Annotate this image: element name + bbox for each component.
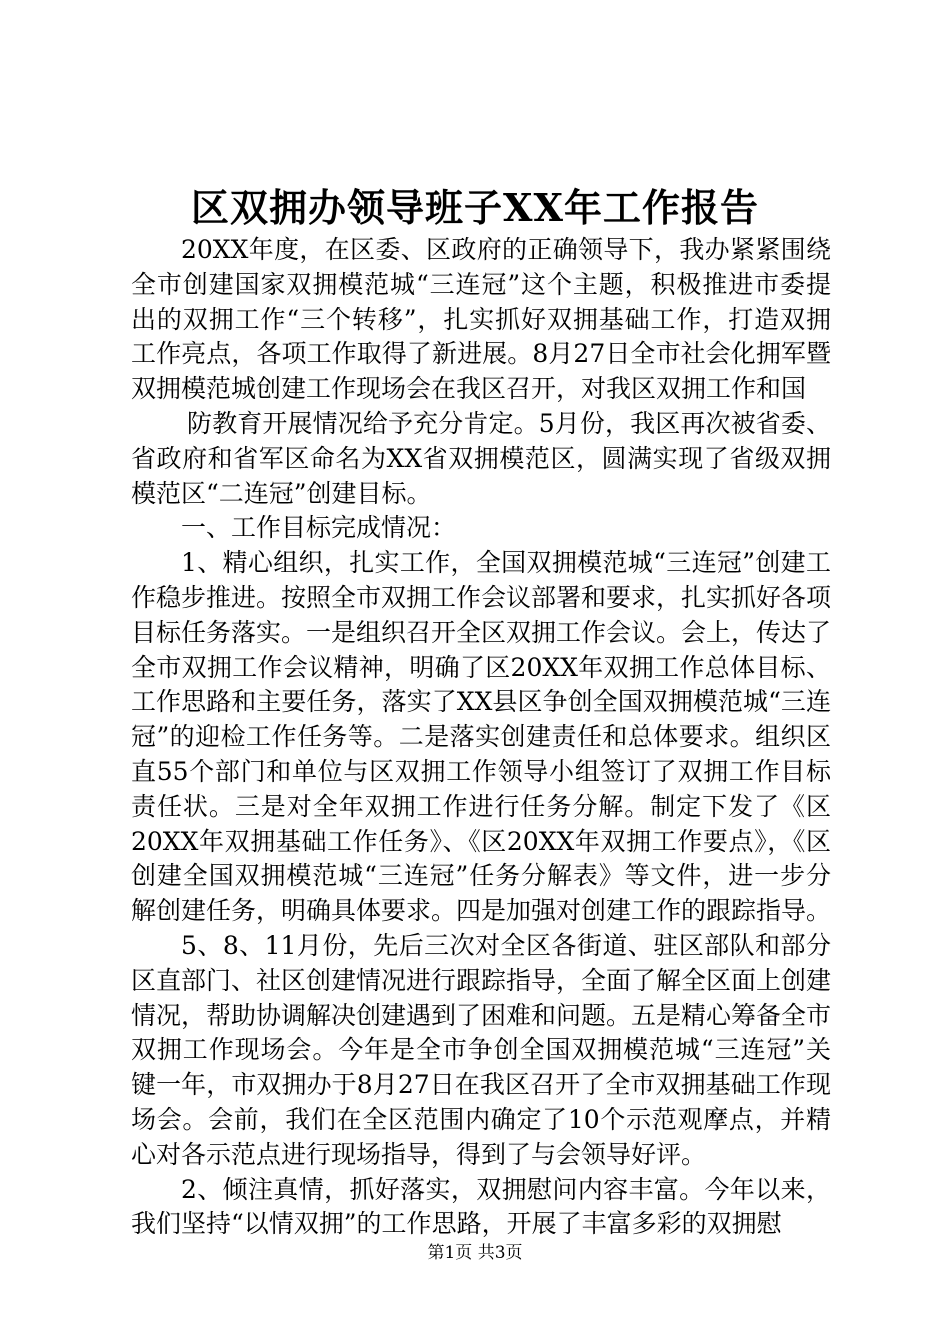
paragraph-intro-continued: 防教育开展情况给予充分肯定。5月份，我区再次被省委、省政府和省军区命名为XX省双拥模范区，圆满实现了省级双拥模范区“二连冠”创建目标。 xyxy=(131,408,831,508)
document-body xyxy=(131,233,831,1242)
section-heading-goals: 一、工作目标完成情况： xyxy=(181,513,457,543)
document-title: 区双拥办领导班子XX年工作报告 xyxy=(191,185,759,230)
page-footer: 第1页 共3页 xyxy=(427,1243,523,1263)
paragraph-item-1: 1、精心组织，扎实工作，全国双拥模范城“三连冠”创建工作稳步推进。按照全市双拥工作会议部署和要求，扎实抓好各项目标任务落实。一是组织召开全区双拥工作会议。会上，传达了全市双拥工作会议精神，明确了区20XX年双拥工作总体目标、工作思路和主要任务，落实了XX县区争创全国双拥模范城“三连冠”的迎检工作任务等。二是落实创建责任和总体要求。组织区直55个部门和单位与区双拥工作领导小组签订了双拥工作目标责任状。三是对全年双拥工作进行任务分解。制定下发了《区20XX年双拥基础工作任务》、《区20XX年双拥工作要点》，《区创建全国双拥模范城“三连冠”任务分解表》等文件，进一步分解创建任务，明确具体要求。四是加强对创建工作的跟踪指导。 xyxy=(131,548,832,926)
paragraph-item-1-continued: 5、8、11月份，先后三次对全区各街道、驻区部队和部分区直部门、社区创建情况进行跟踪指导，全面了解全区面上创建情况，帮助协调解决创建遇到了困难和问题。五是精心筹备全市双拥工作现场会。今年是全市争创全国双拥模范城“三连冠”关键一年，市双拥办于8月27日在我区召开了全市双拥基础工作现场会。会前，我们在全区范围内确定了10个示范观摩点，并精心对各示范点进行现场指导，得到了与会领导好评。 xyxy=(131,930,832,1169)
paragraph-intro: 20XX年度，在区委、区政府的正确领导下，我办紧紧围绕全市创建国家双拥模范城“三连冠”这个主题，积极推进市委提出的双拥工作“三个转移”，扎实抓好双拥基础工作，打造双拥工作亮点，各项工作取得了新进展。8月27日全市社会化拥军暨双拥模范城创建工作现场会在我区召开，对我区双拥工作和国 xyxy=(131,235,831,404)
paragraph-item-2: 2、倾注真情，抓好落实，双拥慰问内容丰富。今年以来，我们坚持“以情双拥”的工作思路，开展了丰富多彩的双拥慰 xyxy=(131,1174,831,1239)
